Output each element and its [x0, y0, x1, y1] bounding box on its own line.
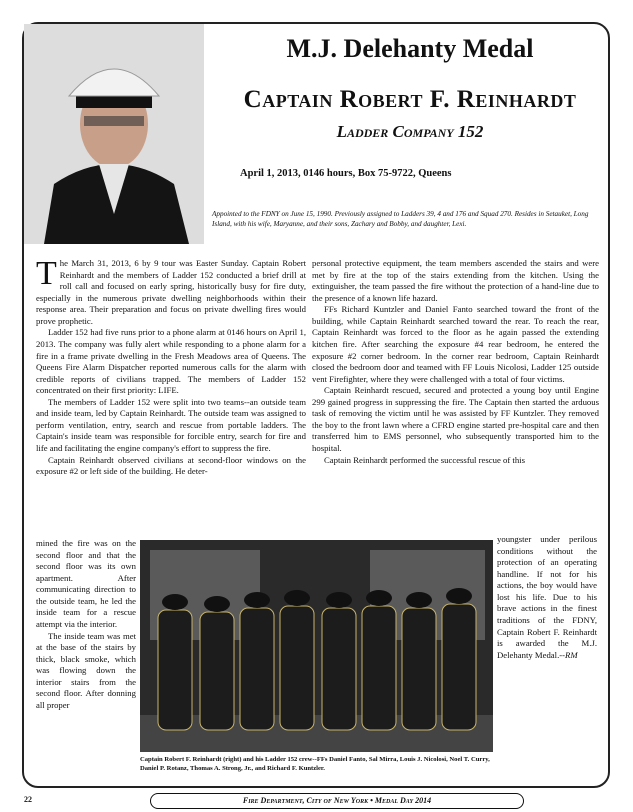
- paragraph: Captain Reinhardt rescued, secured and protected a young boy until Engine 299 gained progress in suppressing the fire. The Captain then started the arduous task of removing the victim until he was assisted by FF Kuntzler. They removed the boy to the front lawn where a CFRD engine started pre-hospital care and then transferred him to EMS personnel, who subsequently transported him to the hospital.: [312, 385, 599, 453]
- paragraph: FFs Richard Kuntzler and Daniel Fanto searched toward the front of the building, while Captain Reinhardt searched toward the rear. To reach the rear, Captain Reinhardt was forced to the floor as he again passed the extending kitchen fire. After searching the exposure #4 rear bedroom, he entered the exposure #2 corner bedroom. In the corner rear bedroom, Captain Reinhardt closed the bedroom door and teamed with FF Louis Nicolosi, Ladder 125 outside vent Firefighter, where they were challenged with a total of four victims.: [312, 304, 599, 384]
- article-column-1: [36, 255, 306, 478]
- paragraph: [36, 255, 306, 327]
- article-column-2: [312, 258, 599, 466]
- footer-banner: Fire Department, City of New York • Medal Day 2014: [150, 793, 524, 809]
- author-signature: RM: [565, 649, 578, 660]
- paragraph: Captain Reinhardt observed civilians at second-floor windows on the exposure #2 or left side of the building. He deter-: [36, 454, 306, 477]
- drop-cap: T: [36, 255, 57, 292]
- paragraph: The members of Ladder 152 were split into two teams--an outside team and inside team, led by Captain Reinhardt. The outside team was assigned to perform ventilation, entry, search and rescue from portable ladders. The Captain's inside team was responsible for forcible entry, search for fire and life and facilitating the engine company's effort to suppress the fire.: [36, 396, 306, 453]
- paragraph: mined the fire was on the second floor and that the second floor was its own apartment. After communicating direction to the outside team, he led the inside team for a rescue attempt via the interior.: [36, 538, 136, 629]
- photo-caption: Captain Robert F. Reinhardt (right) and his Ladder 152 crew--FFs Daniel Fanto, Sal Mirra, Louis J. Nicolosi, Noel T. Curry, Daniel P. Rotanz, Thomas A. Strong, Jr., and Richard F. Kuntzler.: [140, 756, 490, 772]
- honoree-name: Captain Robert F. Reinhardt: [243, 86, 577, 113]
- paragraph-text: youngster under perilous conditions without the protection of an operating handline. If not for his actions, the boy would have lost his life. Due to his brave actions in the finest traditions of the FDNY, Captain Robert F. Reinhardt is awarded the M.J. Delehanty Medal.--: [497, 534, 597, 660]
- paragraph: personal protective equipment, the team members ascended the stairs and were met by fire at the top of the stairs extending from the kitchen. Using the extinguisher, the team passed the fire without the protection of a hand-line due to the presence of a known life hazard.: [312, 258, 599, 303]
- crew-photo: [140, 540, 493, 752]
- paragraph: [497, 534, 597, 661]
- incident-dateline: April 1, 2013, 0146 hours, Box 75-9722, Queens: [240, 168, 452, 179]
- paragraph-text: he March 31, 2013, 6 by 9 tour was Easter Sunday. Captain Robert Reinhardt and the members of Ladder 152 conducted a brief drill at roll call and focused on early spring, historically busy for fire duty, especially in the numerous private dwelling neighborhoods within their response area. Their preparation and focus on private dwelling fires would prove prophetic.: [36, 258, 306, 326]
- captain-portrait: [24, 24, 204, 244]
- paragraph: Ladder 152 had five runs prior to a phone alarm at 0146 hours on April 1, 2013. The company was fully alert while responding to a phone alarm for a fire in a frame private dwelling in the Fresh Meadows area of Queens. The Queens Fire Alarm Dispatcher reported numerous calls for the alarm with credible reports of civilians trapped. The members of Ladder 152 concentrated on their first priority: LIFE.: [36, 327, 306, 396]
- company-name: Ladder Company 152: [336, 122, 484, 141]
- paragraph: Captain Reinhardt performed the successful rescue of this: [324, 454, 525, 465]
- bio-note: Appointed to the FDNY on June 15, 1990. Previously assigned to Ladders 39, 4 and 176 and Squad 270. Resides in Setauket, Long Island, with his wife, Maryanne, and their sons, Zachary and Bobby, and daughter, Lexi.: [212, 210, 589, 228]
- paragraph: The inside team was met at the base of the stairs by thick, black smoke, which was flowing down the interior stairs from the second floor. After donning all proper: [36, 630, 136, 710]
- page-number: 22: [24, 795, 32, 804]
- article-column-2-continued: [497, 534, 597, 661]
- medal-title: M.J. Delehanty Medal: [286, 34, 534, 63]
- article-column-1-continued: [36, 538, 136, 711]
